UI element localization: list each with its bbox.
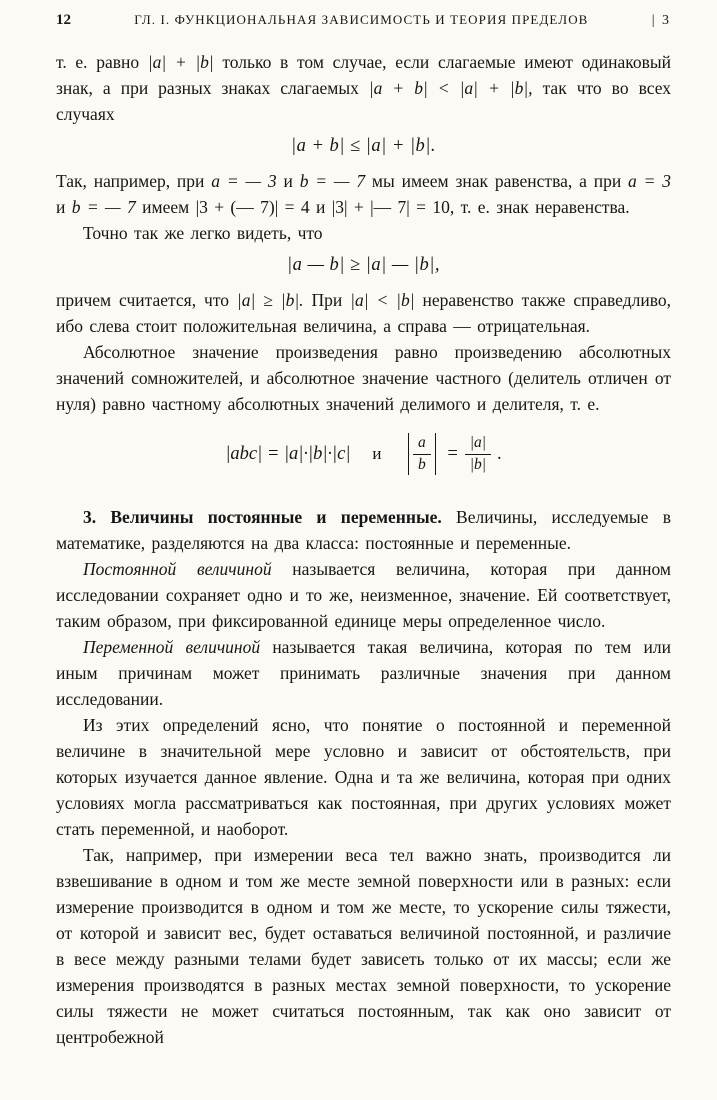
math-run: |a| + |b| (147, 52, 214, 72)
abs-fraction (404, 433, 441, 475)
text-run: так что во всех случаях (56, 78, 671, 124)
paragraph-constant-definition (56, 556, 671, 634)
page-number: 12 (56, 12, 71, 28)
text-run: имеем (135, 197, 196, 217)
paragraph-easy-to-see: Точно так же легко видеть, что (83, 223, 323, 243)
math-run: |3 + (— 7)| = 4 (195, 197, 310, 217)
term-constant: Постоянной величиной (83, 559, 272, 579)
text-run: мы имеем знак равенства, а при (365, 171, 629, 191)
paragraph-product-quotient: Абсолютное значение произведения равно произведению абсолютных значений сомножителей, и абсолютное значение частного (делитель отличен от нуля) равно частному абсолютных значений делимого и делителя, т. е. (56, 342, 671, 414)
running-title: ГЛ. I. ФУНКЦИОНАЛЬНАЯ ЗАВИСИМОСТЬ И ТЕОРИЯ ПРЕДЕЛОВ (134, 12, 589, 27)
math-run: a = 3 (628, 171, 672, 191)
math-run: |a| ≥ |b|. (236, 290, 304, 310)
text-run: т. е. равно (56, 52, 148, 72)
period: . (497, 443, 502, 464)
text-run: называется такая величина, которая по тем или иным причинам может принимать различные значения при данном исследовании. (56, 637, 671, 709)
section-heading: 3. Величины постоянные и переменные. (83, 507, 442, 527)
fraction-denominator: b (418, 455, 426, 473)
display-formula-triangle-inequality: |a + b| ≤ |a| + |b|. (290, 136, 436, 156)
text-run: причем считается, что (56, 290, 237, 310)
paragraph-inequality-note (56, 287, 671, 339)
math-run: |a| < |b| (350, 290, 415, 310)
vertical-bar-right (435, 433, 437, 475)
text-run: и (56, 197, 72, 217)
section-marker: | 3 (651, 13, 671, 28)
paragraph-weight-example: Так, например, при измерении веса тел важно знать, производится ли взвешивание в одном и том же месте земной поверхности или в разных: если измерение производится в одном и том же месте, то ускорение силы тяжести, от которой и зависит вес, будет оставаться величиной постоянной, и различие в весе между разными телами будет зависеть только от их массы; если же измерения производятся в разных местах земной поверхности, то ускорение силы тяжести не может считаться постоянным, так как оно зависит от центробежной (56, 845, 671, 1047)
paragraph-relativity-of-definitions: Из этих определений ясно, что понятие о постоянной и переменной величине в значительной мере условно и зависит от обстоятельств, при которых изучается данное явление. Одна и та же величина, которая при одних условиях могла рассматриваться как постоянная, при других условиях может стать переменной, и наоборот. (56, 715, 671, 839)
text-run: При (303, 290, 351, 310)
text-run: называется величина, которая при данном исследовании сохраняет одно и то же, неизменное, значение. Ей соответствует, таким образом, при фиксированной единице меры определенное число. (56, 559, 671, 631)
fraction-a-over-b (413, 434, 431, 474)
math-run: |3| + |— 7| = 10, (331, 197, 455, 217)
fraction-abs-a-over-abs-b (465, 434, 491, 474)
math-run: |a + b| < |a| + |b|, (368, 78, 533, 98)
math-run: b = — 7 (71, 197, 136, 217)
display-formula-abs-difference: |a — b| ≥ |a| — |b|, (287, 255, 440, 275)
vertical-bar-left (408, 433, 410, 475)
text-run: и (309, 197, 332, 217)
paragraph-abs-sum (56, 49, 671, 127)
math-run: a = — 3 (211, 171, 277, 191)
text-run: только в том случае, если слагаемые имеют одинаковый знак, а при разных знаках слагаемых (56, 52, 671, 98)
paragraph-section-3-heading (56, 504, 671, 556)
text-run: Величины, исследуемые в математике, разделяются на два класса: постоянные и переменные. (56, 507, 671, 553)
text-run: и (276, 171, 300, 191)
text-run: Так, например, при (56, 171, 212, 191)
math-run: |abc| = |a|·|b|·|c| (225, 443, 351, 464)
text-run: т. е. знак неравенства. (454, 197, 630, 217)
running-header (56, 12, 671, 29)
paragraph-variable-definition (56, 634, 671, 712)
fraction-numerator: a (413, 434, 431, 455)
display-formula-product-and-quotient (56, 430, 671, 478)
fraction-denominator: |b| (469, 455, 487, 473)
equals-sign: = (446, 443, 459, 464)
fraction-numerator: |a| (465, 434, 491, 455)
conjunction: и (372, 444, 382, 463)
term-variable: Переменной величиной (83, 637, 261, 657)
paragraph-example (56, 168, 671, 220)
text-run: неравенство также справедливо, ибо слева стоит положительная величина, а справа — отрицательная. (56, 290, 671, 336)
math-run: b = — 7 (299, 171, 366, 191)
